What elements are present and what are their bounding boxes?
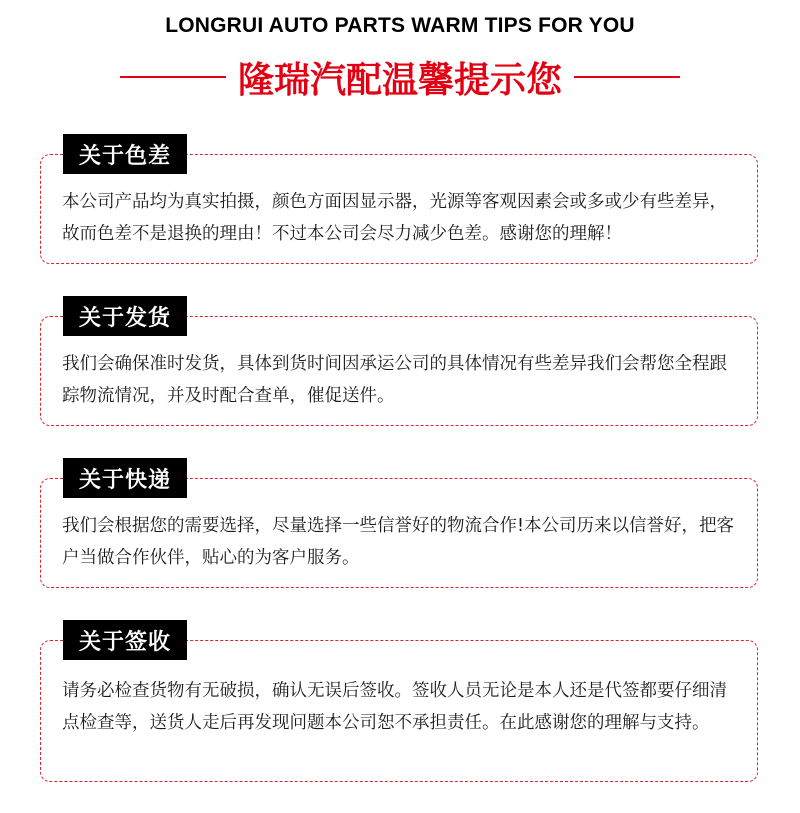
section-text-color-difference: 本公司产品均为真实拍摄，颜色方面因显示器，光源等客观因素会或多或少有些差异，故而色差不是退换的理由！不过本公司会尽力减少色差。感谢您的理解！ [62, 192, 727, 244]
section-tag-receipt: 关于签收 [63, 620, 187, 660]
header-title-en: LONGRUI AUTO PARTS WARM TIPS FOR YOU [165, 14, 635, 37]
section-text-receipt: 请务必检查货物有无破损，确认无误后签收。签收人员无论是本人还是代签都要仔细清点检查等，送货人走后再发现问题本公司恕不承担责任。在此感谢您的理解与支持。 [62, 681, 727, 733]
section-tag-shipping: 关于发货 [63, 296, 187, 336]
header-title-row [0, 52, 800, 102]
header-title-cn: 隆瑞汽配温馨提示您 [237, 60, 562, 101]
section-tag-color-difference: 关于色差 [63, 134, 187, 174]
section-text-courier: 我们会根据您的需要选择，尽量选择一些信誉好的物流合作!本公司历来以信誉好，把客户当做合作伙伴，贴心的为客户服务。 [62, 516, 735, 568]
section-text-shipping: 我们会确保准时发货，具体到货时间因承运公司的具体情况有些差异我们会帮您全程跟踪物流情况，并及时配合查单，催促送件。 [62, 354, 727, 406]
header-divider-right [574, 76, 680, 78]
header-divider-left [120, 76, 226, 78]
section-tag-courier: 关于快递 [63, 458, 187, 498]
